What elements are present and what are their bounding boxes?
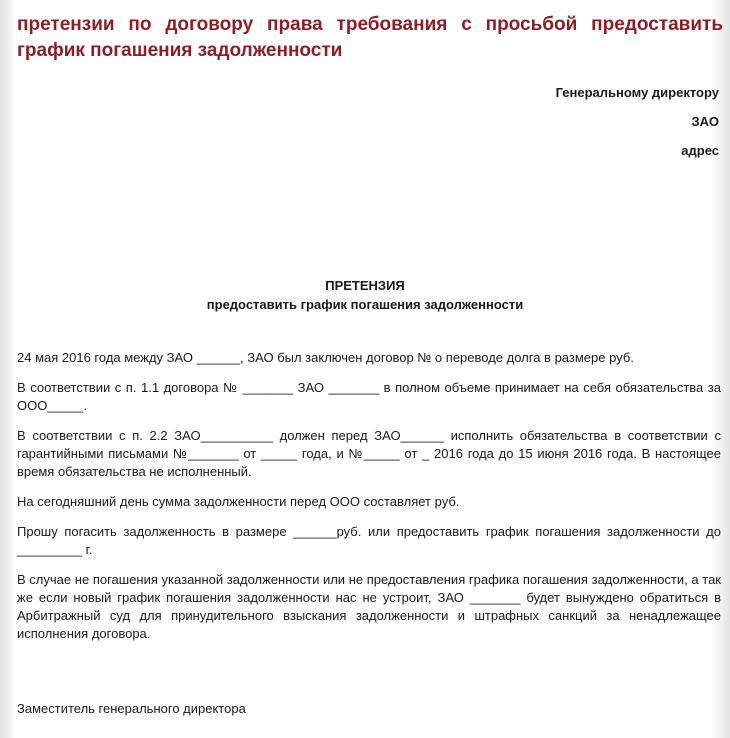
addressee-address: адрес xyxy=(681,143,719,158)
paragraph-guarantee-letters: В соответствии с п. 2.2 ЗАО__________ должен перед ЗАО______ исполнить обязательства в соответствии с гарантийными письмами №_______ от _____ года, и №_____ от _ 2016 года до 15 июня 2016 года. В настоящее время обязательства не исполненный. xyxy=(17,428,721,479)
addressee-company: ЗАО xyxy=(691,114,719,129)
paragraph-court-warning: В случае не погашения указанной задолженности или не предоставления графика погашения задолженности, а так же если новый график погашения задолженности нас не устроит, ЗАО _______ будет вынуждено обратиться в Арбитражный суд для принудительного взыскания задолженности и штрафных санкций за ненадлежащее исполнения договора. xyxy=(17,572,721,641)
paragraph-debt-amount: На сегодняшний день сумма задолженности перед ООО составляет руб. xyxy=(17,494,460,509)
claim-title: ПРЕТЕНЗИЯ xyxy=(325,278,405,293)
document-heading-line-2: график погашения задолженности xyxy=(17,40,343,61)
addressee-block xyxy=(556,78,719,165)
addressee-position: Генеральному директору xyxy=(555,85,719,100)
claim-subtitle: предоставить график погашения задолженности xyxy=(206,297,524,312)
document-heading xyxy=(17,12,723,64)
claim-body xyxy=(17,349,721,655)
document-heading-line-1: претензии по договору права требования с просьбой предоставить xyxy=(17,14,723,35)
signature-position: Заместитель генерального директора xyxy=(17,701,246,716)
paragraph-contract-date: 24 мая 2016 года между ЗАО ______, ЗАО был заключен договор № о переводе долга в размере руб. xyxy=(17,350,634,365)
paragraph-contract-obligations: В соответствии с п. 1.1 договора № _______ ЗАО _______ в полном объеме принимает на себя обязательства за ООО_____. xyxy=(17,380,721,413)
paragraph-repayment-request: Прошу погасить задолженность в размере ______руб. или предоставить график погашения задолженности до _________ г. xyxy=(17,524,721,557)
claim-title-block xyxy=(0,276,730,314)
